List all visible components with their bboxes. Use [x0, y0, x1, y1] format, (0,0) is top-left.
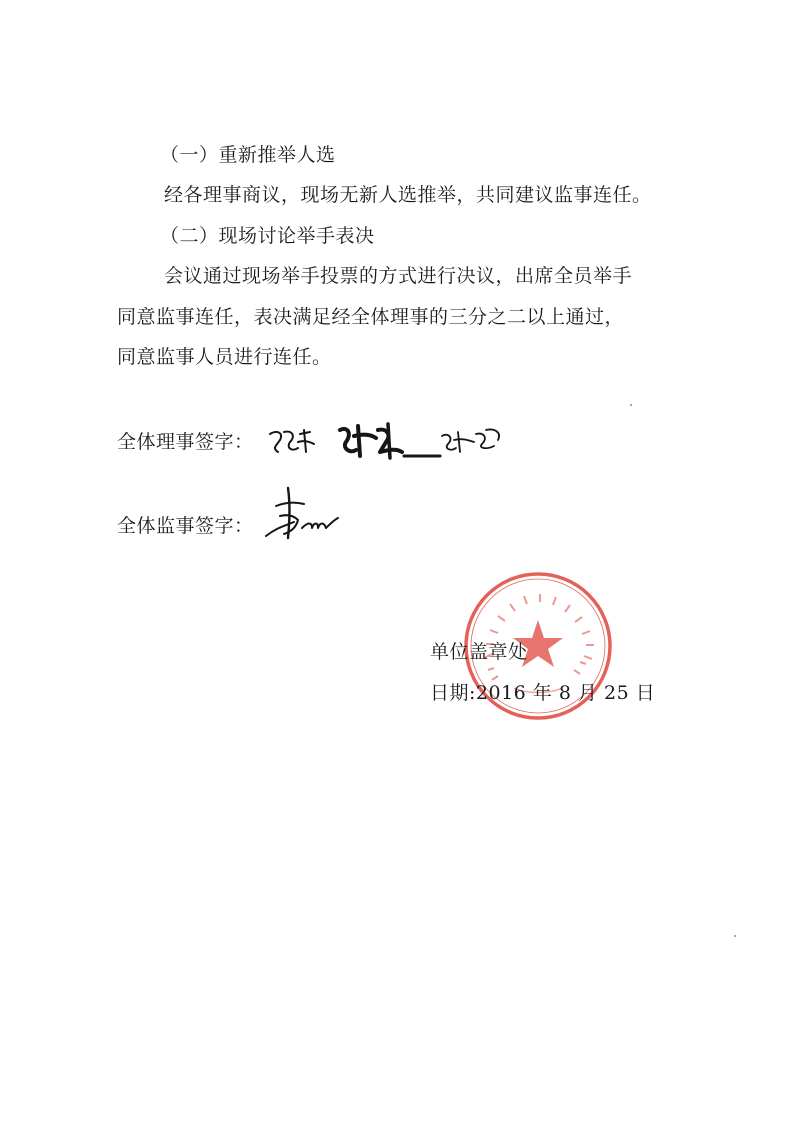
- supervisor-signature-label: 全体监事签字：: [117, 515, 254, 537]
- director-signature-label: 全体理事签字：: [117, 431, 254, 453]
- scan-speck: [734, 935, 736, 937]
- section-two-line-2: 同意监事连任，表决满足经全体理事的三分之二以上通过，: [117, 306, 625, 328]
- section-two-heading: （二）现场讨论举手表决: [160, 225, 375, 247]
- date-line: 日期:2016 年 8 月 25 日: [430, 682, 656, 704]
- section-two-line-3: 同意监事人员进行连任。: [117, 346, 332, 368]
- section-one-text: 经各理事商议，现场无新人选推举，共同建议监事连任。: [164, 184, 652, 206]
- director-signatures: [262, 412, 522, 472]
- stamp-label: 单位盖章处: [430, 641, 528, 663]
- section-one-heading: （一）重新推举人选: [160, 144, 336, 166]
- section-two-line-1: 会议通过现场举手投票的方式进行决议，出席全员举手: [164, 265, 633, 287]
- supervisor-signature: [254, 482, 344, 548]
- scan-speck: [630, 404, 632, 406]
